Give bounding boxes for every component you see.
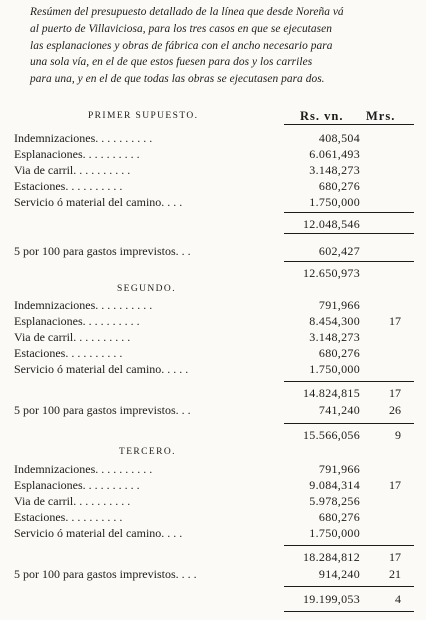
imprevistos-mrs: 26 <box>389 403 401 417</box>
row-rs: 680,276 <box>318 510 360 524</box>
total-rule <box>284 261 414 262</box>
total-row <box>0 265 426 281</box>
imprevistos-rs: 741,240 <box>318 403 360 417</box>
table-row <box>0 146 426 162</box>
intro-line: al puerto de Villaviciosa, para los tres casos en que se ejecutasen <box>30 22 332 35</box>
table-row <box>0 461 426 477</box>
imprevistos-label: 5 por 100 para gastos imprevistos. . . <box>14 244 191 258</box>
row-label: Servicio ó material del camino. . . . <box>14 526 183 540</box>
row-rs: 8.454,300 <box>309 314 360 328</box>
row-label: Via de carril. . . . . . . . . . <box>14 330 131 344</box>
intro-line: una sola vía, en el de que estos fuesen para dos y los carriles <box>30 56 313 69</box>
case-3-title: TERCERO. <box>119 447 176 457</box>
row-rs: 680,276 <box>318 179 360 193</box>
imprevistos-label: 5 por 100 para gastos imprevistos. . . . <box>14 567 197 581</box>
row-rs: 3.148,273 <box>309 330 360 344</box>
table-row <box>0 130 426 146</box>
imprevistos-row <box>0 566 426 582</box>
table-row <box>0 525 426 541</box>
row-label: Estaciones. . . . . . . . . . <box>14 179 123 193</box>
total-rs: 19.199,053 <box>303 592 360 606</box>
subtotal-rule <box>284 212 414 213</box>
subtotal-rule <box>284 233 414 234</box>
row-rs: 9.084,314 <box>309 478 360 492</box>
table-row <box>0 194 426 210</box>
subtotal-row <box>0 549 426 565</box>
subtotal-rs: 14.824,815 <box>303 386 360 400</box>
row-label: Indemnizaciones. . . . . . . . . . <box>14 298 153 312</box>
row-rs: 1.750,000 <box>309 362 360 376</box>
row-rs: 791,966 <box>318 462 360 476</box>
table-row <box>0 493 426 509</box>
row-rs: 5.978,256 <box>309 494 360 508</box>
case-1-title: PRIMER SUPUESTO. <box>88 111 199 121</box>
subtotal-rule <box>284 545 414 546</box>
table-row <box>0 345 426 361</box>
total-rs: 15.566,056 <box>303 428 360 442</box>
imprevistos-rs: 602,427 <box>318 244 360 258</box>
total-rs: 12.650,973 <box>303 266 360 280</box>
total-rule <box>284 586 414 587</box>
imprevistos-row <box>0 243 426 259</box>
closing-rule <box>284 611 414 612</box>
row-mrs: 17 <box>389 314 401 328</box>
total-mrs: 9 <box>395 428 401 442</box>
imprevistos-row <box>0 402 426 418</box>
row-rs: 408,504 <box>318 131 360 145</box>
row-label: Via de carril. . . . . . . . . . <box>14 494 131 508</box>
subtotal-mrs: 17 <box>389 550 401 564</box>
table-row <box>0 162 426 178</box>
row-rs: 680,276 <box>318 346 360 360</box>
table-row <box>0 297 426 313</box>
imprevistos-rs: 914,240 <box>318 567 360 581</box>
imprevistos-label: 5 por 100 para gastos imprevistos. . . <box>14 403 191 417</box>
row-label: Estaciones. . . . . . . . . . <box>14 346 123 360</box>
intro-line: las esplanaciones y obras de fábrica con el ancho necesario para <box>30 39 333 52</box>
total-mrs: 4 <box>395 592 401 606</box>
row-label: Indemnizaciones. . . . . . . . . . <box>14 462 153 476</box>
table-row <box>0 313 426 329</box>
total-rule <box>284 423 414 424</box>
subtotal-mrs: 17 <box>389 386 401 400</box>
total-row <box>0 591 426 607</box>
subtotal-rule <box>284 381 414 382</box>
table-row <box>0 509 426 525</box>
imprevistos-mrs: 21 <box>389 567 401 581</box>
table-row <box>0 361 426 377</box>
row-rs: 791,966 <box>318 298 360 312</box>
row-rs: 1.750,000 <box>309 195 360 209</box>
table-row <box>0 477 426 493</box>
column-header-mrs: Mrs. <box>366 109 396 123</box>
row-label: Servicio ó material del camino. . . . . <box>14 362 189 376</box>
row-rs: 6.061,493 <box>309 147 360 161</box>
table-row <box>0 329 426 345</box>
intro-line: para una, y en el de que todas las obras se ejecutasen para dos. <box>30 73 325 86</box>
intro-line: Resúmen del presupuesto detallado de la línea que desde Noreña vá <box>30 6 344 18</box>
subtotal-row <box>0 385 426 401</box>
row-label: Esplanaciones. . . . . . . . . . <box>14 314 140 328</box>
row-label: Servicio ó material del camino. . . . <box>14 195 183 209</box>
row-rs: 3.148,273 <box>309 163 360 177</box>
subtotal-rs: 12.048,546 <box>303 217 360 231</box>
row-label: Indemnizaciones. . . . . . . . . . <box>14 131 153 145</box>
subtotal-rs: 18.284,812 <box>303 550 360 564</box>
case-2-title: SEGUNDO. <box>117 284 176 294</box>
total-row <box>0 427 426 443</box>
row-rs: 1.750,000 <box>309 526 360 540</box>
header-rule <box>284 124 414 125</box>
row-label: Estaciones. . . . . . . . . . <box>14 510 123 524</box>
row-label: Esplanaciones. . . . . . . . . . <box>14 478 140 492</box>
column-header-rs: Rs. vn. <box>300 109 344 123</box>
row-label: Via de carril. . . . . . . . . . <box>14 163 131 177</box>
row-label: Esplanaciones. . . . . . . . . . <box>14 147 140 161</box>
intro-paragraph <box>30 4 415 88</box>
table-row <box>0 178 426 194</box>
subtotal-row <box>0 216 426 232</box>
row-mrs: 17 <box>389 478 401 492</box>
